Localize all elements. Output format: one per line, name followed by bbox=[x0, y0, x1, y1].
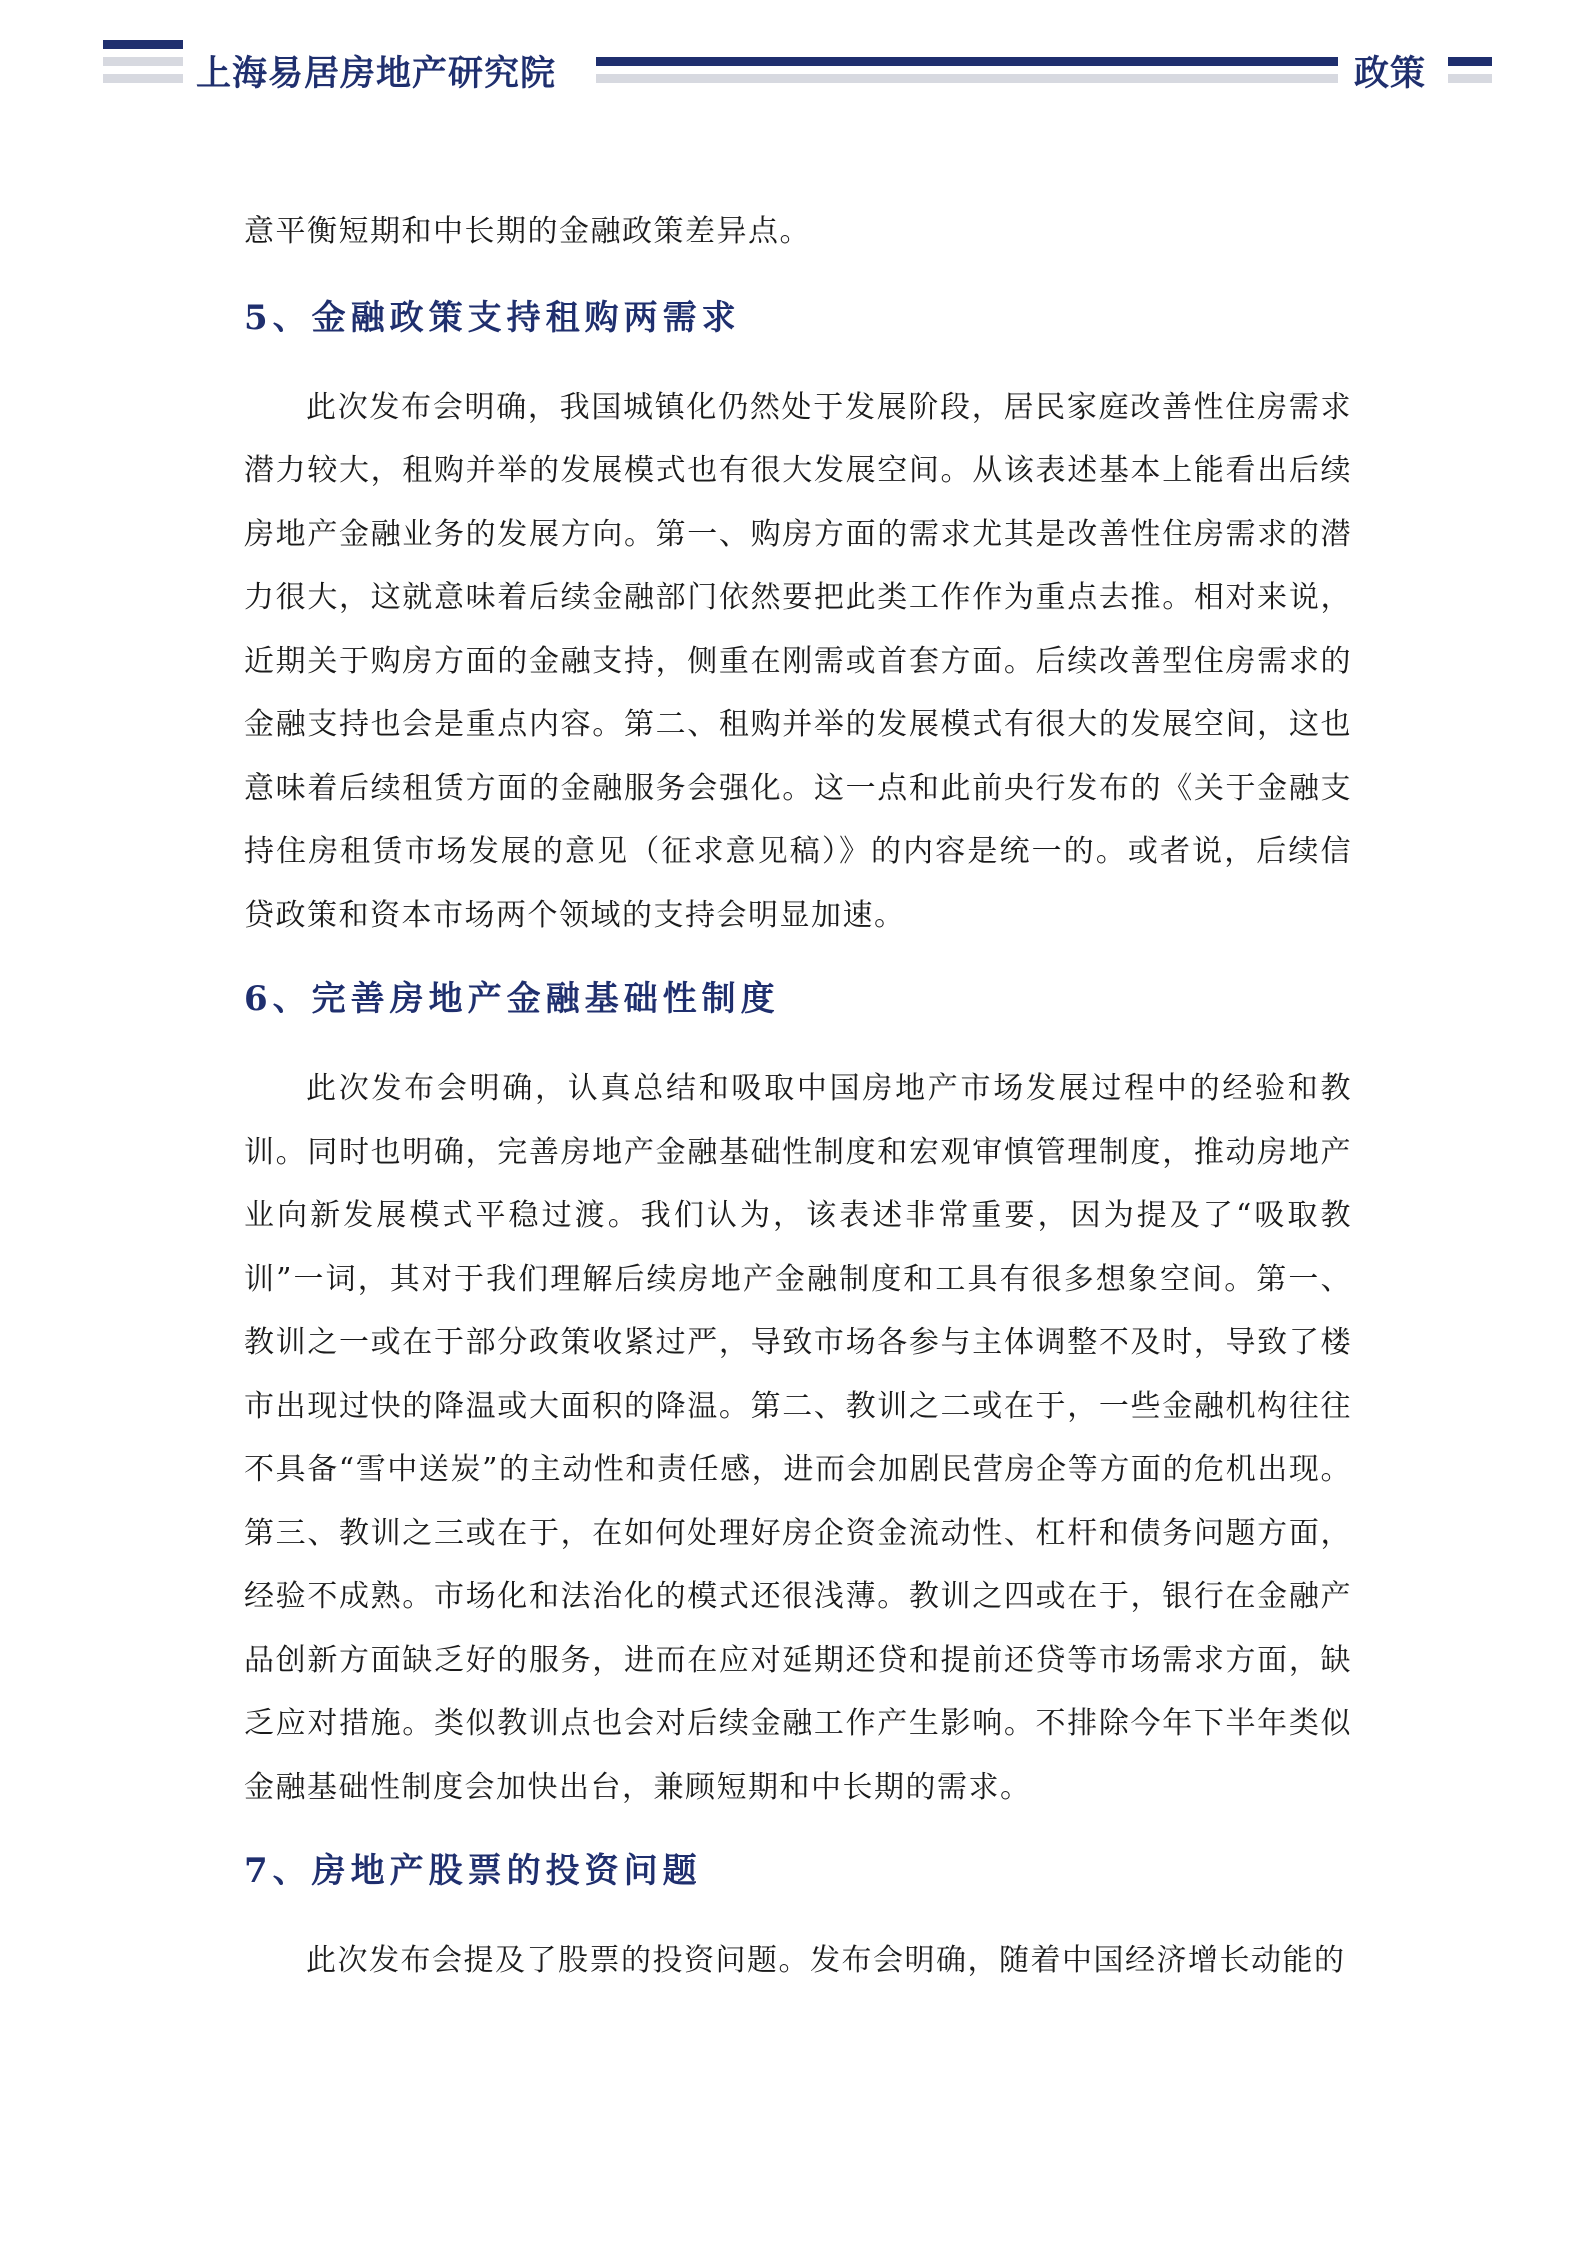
header-band-right-navy bbox=[1448, 57, 1492, 66]
section-paragraph-6: 此次发布会明确，认真总结和吸取中国房地产市场发展过程中的经验和教训。同时也明确，完善房地产金融基础性制度和宏观审慎管理制度，推动房地产业向新发展模式平稳过渡。我们认为，该表述非常重要，因为提及了“吸取教训”一词，其对于我们理解后续房地产金融制度和工具有很多想象空间。第一、教训之一或在于部分政策收紧过严，导致市场各参与主体调整不及时，导致了楼市出现过快的降温或大面积的降温。第二、教训之二或在于，一些金融机构往往不具备“雪中送炭”的主动性和责任感，进而会加剧民营房企等方面的危机出现。第三、教训之三或在于，在如何处理好房企资金流动性、杠杆和债务问题方面，经验不成熟。市场化和法治化的模式还很浅薄。教训之四或在于，银行在金融产品创新方面缺乏好的服务，进而在应对延期还贷和提前还贷等市场需求方面，缺乏应对措施。类似教训点也会对后续金融工作产生影响。不排除今年下半年类似金融基础性制度会加快出台，兼顾短期和中长期的需求。 bbox=[244, 1071, 1352, 1805]
page-header bbox=[0, 0, 1586, 110]
header-band-mid-navy bbox=[596, 57, 1338, 66]
section-tag: 政策 bbox=[1354, 53, 1427, 94]
header-band-left-navy bbox=[103, 40, 183, 49]
brand-title: 上海易居房地产研究院 bbox=[196, 53, 557, 94]
section-heading-6: 6、完善房地产金融基础性制度 bbox=[244, 979, 780, 1019]
section-paragraph-5: 此次发布会明确，我国城镇化仍然处于发展阶段，居民家庭改善性住房需求潜力较大，租购并举的发展模式也有很大发展空间。从该表述基本上能看出后续房地产金融业务的发展方向。第一、购房方面的需求尤其是改善性住房需求的潜力很大，这就意味着后续金融部门依然要把此类工作作为重点去推。相对来说，近期关于购房方面的金融支持，侧重在刚需或首套方面。后续改善型住房需求的金融支持也会是重点内容。第二、租购并举的发展模式有很大的发展空间，这也意味着后续租赁方面的金融服务会强化。这一点和此前央行发布的《关于金融支持住房租赁市场发展的意见（征求意见稿）》的内容是统一的。或者说，后续信贷政策和资本市场两个领域的支持会明显加速。 bbox=[244, 389, 1352, 933]
header-band-right-grey bbox=[1448, 74, 1492, 83]
intro-line: 意平衡短期和中长期的金融政策差异点。 bbox=[244, 214, 811, 249]
document-body bbox=[244, 200, 1352, 1993]
section-heading-7: 7、房地产股票的投资问题 bbox=[244, 1851, 702, 1891]
header-band-left-grey-2 bbox=[103, 74, 183, 83]
section-heading-5: 5、金融政策支持租购两需求 bbox=[244, 297, 741, 338]
section-paragraph-7: 此次发布会提及了股票的投资问题。发布会明确，随着中国经济增长动能的 bbox=[306, 1943, 1346, 1978]
header-band-left-grey bbox=[103, 57, 183, 66]
header-band-mid-grey bbox=[596, 74, 1338, 83]
